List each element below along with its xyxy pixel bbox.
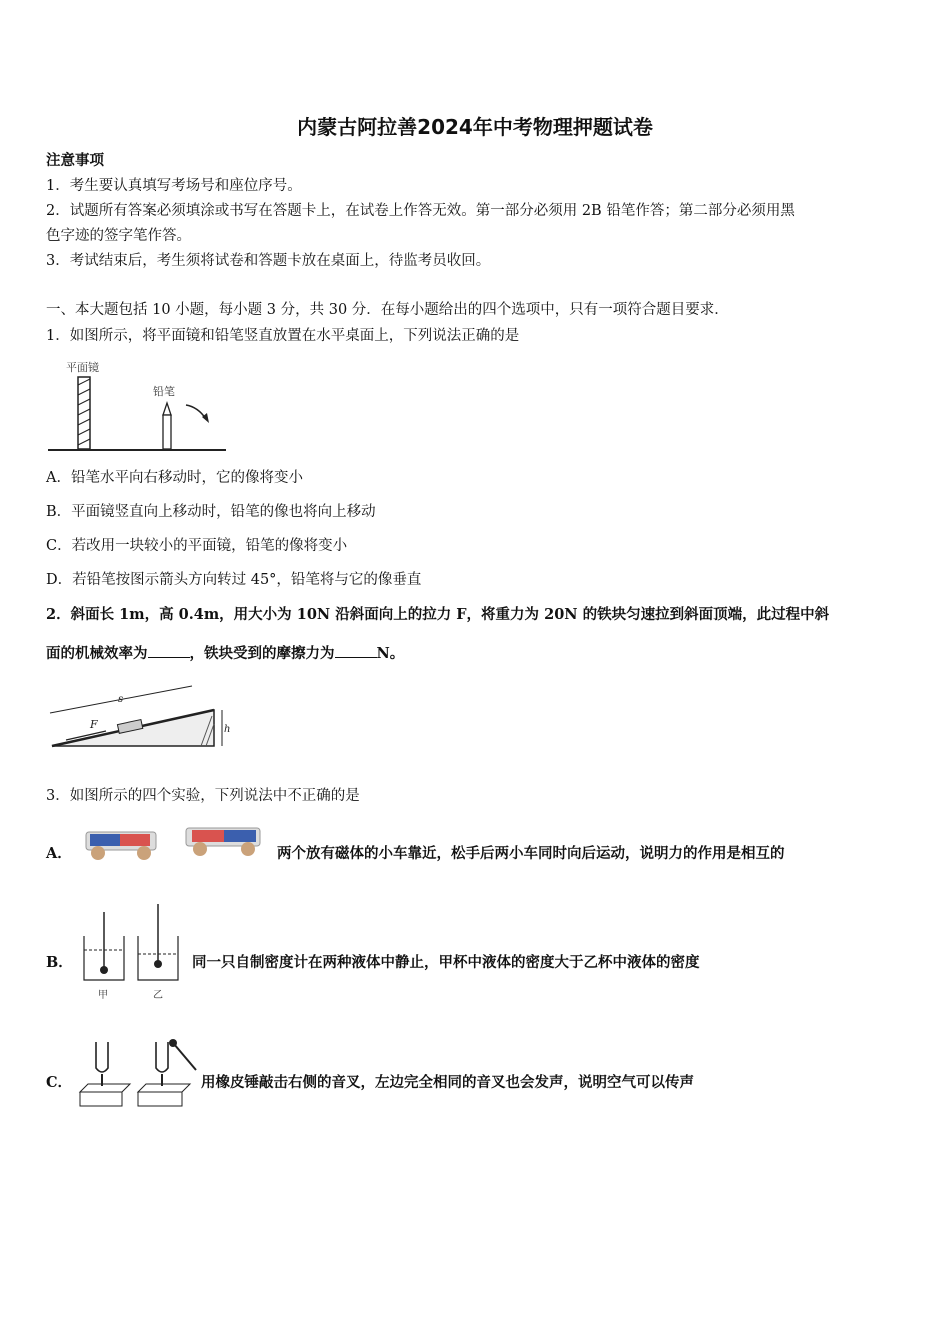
- notice-item: 2．试题所有答案必须填涂或书写在答题卡上，在试卷上作答无效。第一部分必须用 2B 铅笔作答；第二部分必须用黑: [46, 203, 795, 219]
- mirror-label: 平面镜: [66, 361, 99, 374]
- option-c: C．若改用一块较小的平面镜，铅笔的像将变小: [46, 538, 348, 554]
- notice-item: 色字迹的签字笔作答。: [46, 228, 191, 244]
- option-b: B．平面镜竖直向上移动时，铅笔的像也将向上移动: [46, 504, 376, 520]
- option-b-letter: B．: [46, 954, 73, 971]
- q2-text-c: N。: [376, 645, 405, 662]
- option-a-text: 两个放有磁体的小车靠近，松手后两小车同时向后运动，说明力的作用是相互的: [277, 845, 785, 862]
- page-title: 内蒙古阿拉善2024年中考物理押题试卷: [297, 115, 653, 139]
- option-c-letter: C．: [46, 1074, 73, 1091]
- notice-heading: 注意事项: [46, 152, 104, 169]
- incline-figure: [46, 680, 236, 760]
- option-c-text: 用橡皮锤敲击右侧的音叉，左边完全相同的音叉也会发声，说明空气可以传声: [201, 1074, 694, 1091]
- height-label: h: [224, 724, 231, 735]
- force-label: F: [90, 718, 98, 731]
- option-a-letter: A．: [46, 845, 72, 862]
- question-2-line-1: 2．斜面长 1m，高 0.4m，用大小为 10N 沿斜面向上的拉力 F，将重力为 20N 的铁块匀速拉到斜面顶端，此过程中斜: [46, 606, 830, 623]
- beaker-label-yi: 乙: [153, 990, 163, 1001]
- hydrometer-beakers-figure: [80, 902, 190, 1002]
- beaker-label-jia: 甲: [98, 990, 108, 1001]
- tuning-forks-figure: [78, 1038, 202, 1112]
- option-d: D．若铅笔按图示箭头方向转过 45°，铅笔将与它的像垂直: [46, 572, 422, 588]
- pencil-label: 铅笔: [153, 385, 175, 398]
- q2-text-b: ，铁块受到的摩擦力为: [189, 645, 335, 662]
- option-a: A．铅笔水平向右移动时，它的像将变小: [46, 470, 303, 486]
- question-3-stem: 3．如图所示的四个实验，下列说法中不正确的是: [46, 788, 360, 804]
- incline-length-label: s: [118, 694, 124, 705]
- notice-item: 3．考试结束后，考生须将试卷和答题卡放在桌面上，待监考员收回。: [46, 253, 491, 269]
- q2-text-a: 面的机械效率为: [46, 645, 148, 662]
- question-2-line-2: [46, 643, 404, 664]
- option-b-text: 同一只自制密度计在两种液体中静止，甲杯中液体的密度大于乙杯中液体的密度: [192, 954, 700, 971]
- answer-blank-efficiency[interactable]: [148, 643, 190, 658]
- notice-item: 1．考生要认真填写考场号和座位序号。: [46, 178, 302, 194]
- magnet-carts-figure: [84, 822, 274, 868]
- mirror-pencil-figure: [46, 355, 231, 455]
- question-1-stem: 1．如图所示，将平面镜和铅笔竖直放置在水平桌面上，下列说法正确的是: [46, 328, 520, 344]
- section-heading: 一、本大题包括 10 小题，每小题 3 分，共 30 分．在每小题给出的四个选项中，只有一项符合题目要求．: [46, 302, 729, 318]
- answer-blank-friction[interactable]: [335, 643, 377, 658]
